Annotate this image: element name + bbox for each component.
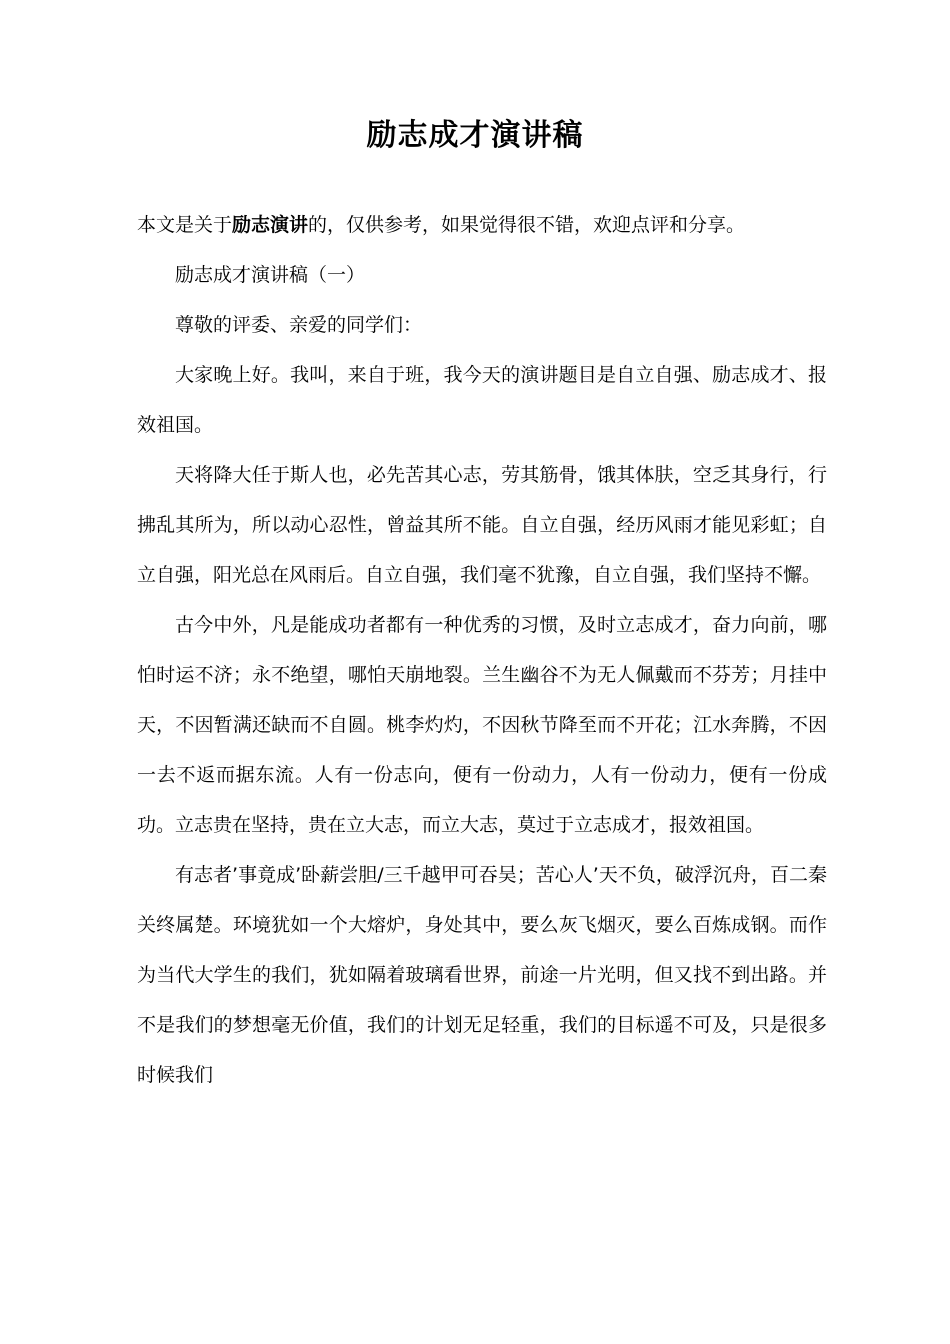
intro-keyword: 励志演讲	[232, 214, 309, 236]
document-title: 励志成才演讲稿	[366, 118, 584, 153]
intro-prefix: 本文是关于	[137, 214, 233, 236]
intro-paragraph	[137, 200, 827, 250]
body-paragraph: 大家晚上好。我叫，来自于班，我今天的演讲题目是自立自强、励志成才、报效祖国。	[137, 364, 827, 436]
document-body	[137, 200, 827, 1100]
salutation: 尊敬的评委、亲爱的同学们：	[175, 314, 423, 336]
body-paragraph: 天将降大任于斯人也，必先苦其心志，劳其筋骨，饿其体肤，空乏其身行，行拂乱其所为，所以动心忍性，曾益其所不能。自立自强，经历风雨才能见彩虹；自立自强，阳光总在风雨后。自立自强，我们毫不犹豫，自立自强，我们坚持不懈。	[137, 464, 827, 586]
body-paragraph: 有志者’事竟成’卧薪尝胆/三千越甲可吞吴；苦心人’天不负，破浮沉舟，百二秦关终属楚。环境犹如一个大熔炉，身处其中，要么灰飞烟灭，要么百炼成钢。而作为当代大学生的我们，犹如隔着玻璃看世界，前途一片光明，但又找不到出路。并不是我们的梦想毫无价值，我们的计划无足轻重，我们的目标遥不可及，只是很多时候我们	[137, 864, 827, 1086]
intro-suffix: 的，仅供参考，如果觉得很不错，欢迎点评和分享。	[308, 214, 746, 236]
section-heading: 励志成才演讲稿（一）	[175, 264, 366, 286]
body-paragraph: 古今中外，凡是能成功者都有一种优秀的习惯，及时立志成才，奋力向前，哪怕时运不济；永不绝望，哪怕天崩地裂。兰生幽谷不为无人佩戴而不芬芳；月挂中天，不因暂满还缺而不自圆。桃李灼灼，不因秋节降至而不开花；江水奔腾，不因一去不返而据东流。人有一份志向，便有一份动力，人有一份动力，便有一份成功。立志贵在坚持，贵在立大志，而立大志，莫过于立志成才，报效祖国。	[137, 614, 827, 836]
